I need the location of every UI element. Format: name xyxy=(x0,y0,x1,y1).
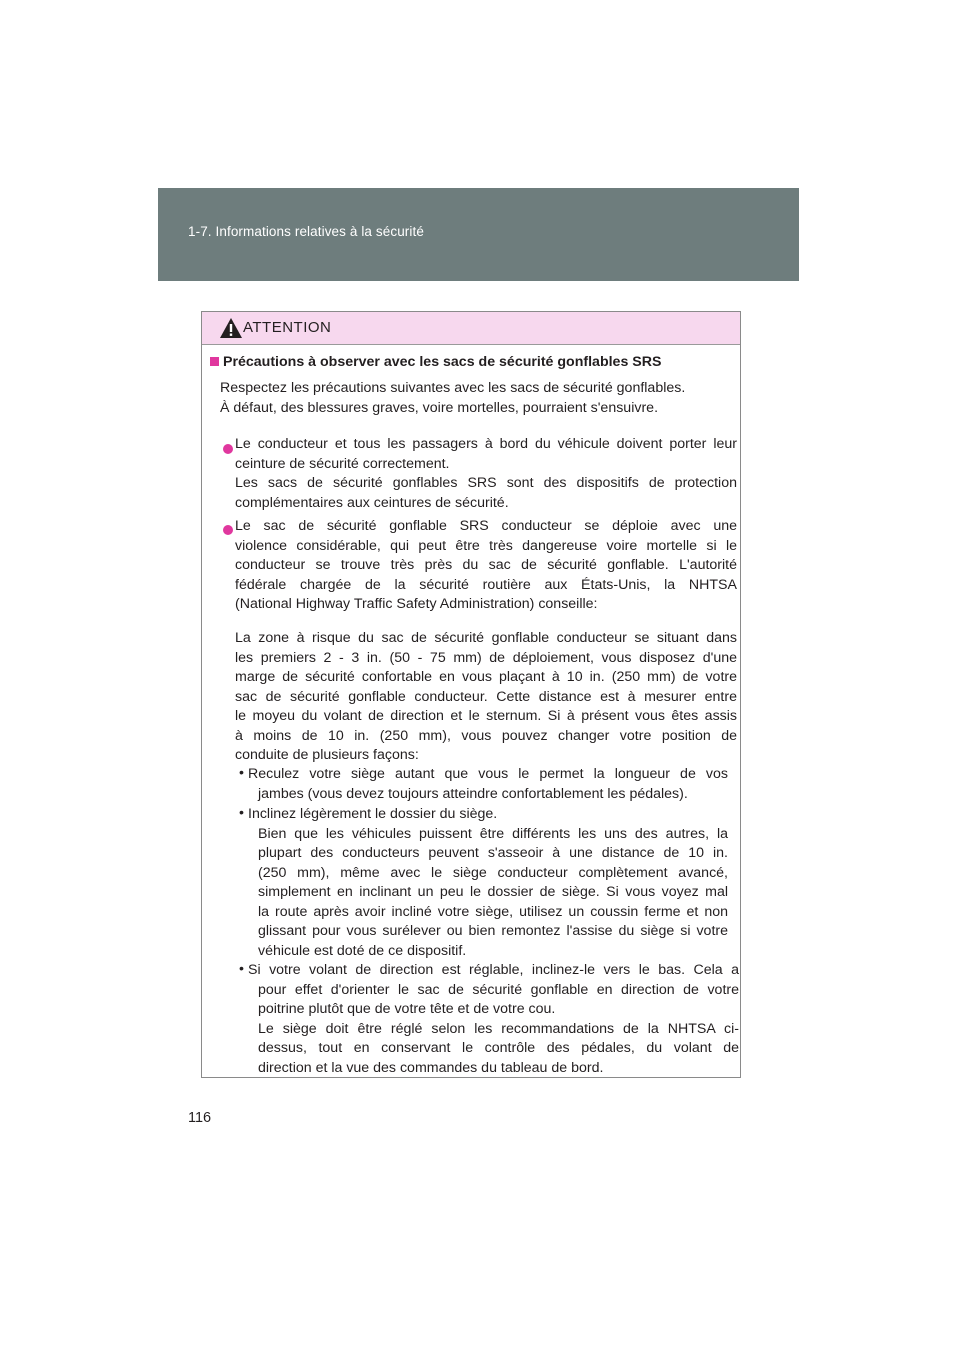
nhtsa-paragraph xyxy=(235,629,737,766)
attention-header xyxy=(202,312,740,345)
text-line: Respectez les précautions suivantes avec les sacs de sécurité gonflables. xyxy=(220,380,686,396)
attention-box xyxy=(201,311,741,1078)
warning-triangle-icon xyxy=(219,317,243,339)
bullet-driver-airbag xyxy=(235,517,737,615)
text-line: dessus, tout en conservant le contrôle des pédales, du volant de xyxy=(258,1040,739,1056)
text-line: la route après avoir incliné votre siège, utilisez un coussin ferme et non xyxy=(258,903,728,920)
round-bullet-icon xyxy=(223,444,233,454)
text-line: le moyeu du volant de direction et le sternum. Si à présent vous êtes assis xyxy=(235,708,737,724)
page-number: 116 xyxy=(188,1110,212,1126)
text-line: Le sac de sécurité gonflable SRS conducteur se déploie avec une xyxy=(235,518,737,534)
text-line: sac de sécurité gonflable conducteur. Cette distance est à mesurer entre xyxy=(235,688,737,705)
heading-text: Précautions à observer avec les sacs de sécurité gonflables SRS xyxy=(223,354,662,370)
text-line: Le conducteur et tous les passagers à bord du véhicule doivent porter leur xyxy=(235,436,737,452)
section-heading xyxy=(210,354,661,370)
text-line: Si votre volant de direction est réglable, inclinez-le vers le bas. Cela a xyxy=(248,962,739,978)
text-line: La zone à risque du sac de sécurité gonflable conducteur se situant dans xyxy=(235,630,737,646)
bullet-marker: • xyxy=(239,805,244,821)
text-line: À défaut, des blessures graves, voire mortelles, pourraient s'ensuivre. xyxy=(220,399,659,416)
sub-bullet-incline xyxy=(248,805,728,961)
text-line: violence considérable, qui peut être très dangereuse voire mortelle si le xyxy=(235,537,737,554)
square-bullet-icon xyxy=(210,357,219,366)
intro-paragraph xyxy=(220,379,740,418)
text-line: simplement en inclinant un peu le dossier de siège. Si vous voyez mal xyxy=(258,884,728,900)
bullet-marker: • xyxy=(239,765,244,781)
text-line: (National Highway Traffic Safety Administration) conseille: xyxy=(235,596,598,612)
text-line: Bien que les véhicules puissent être différents les uns des autres, la xyxy=(258,825,728,842)
sub-bullet-recule xyxy=(248,765,728,804)
text-line: véhicule est doté de ce dispositif. xyxy=(258,942,467,959)
text-line: à moins de 10 in. (250 mm), vous pouvez changer votre position de xyxy=(235,727,737,744)
round-bullet-icon xyxy=(223,525,233,535)
text-line: conduite de plusieurs façons: xyxy=(235,747,419,763)
text-line: ceinture de sécurité correctement. xyxy=(235,455,450,472)
text-line: glissant pour vous surélever ou bien remontez l'assise du siège si votre xyxy=(258,923,728,939)
sub-bullet-steering xyxy=(248,961,739,1078)
text-line: poitrine plutôt que de votre tête et de votre cou. xyxy=(258,1001,556,1017)
text-line: marge de sécurité confortable en vous plaçant à 10 in. (250 mm) de votre xyxy=(235,669,737,685)
section-header-band xyxy=(158,188,799,281)
text-line: direction et la vue des commandes du tableau de bord. xyxy=(258,1059,604,1076)
text-line: les premiers 2 - 3 in. (50 - 75 mm) de déploiement, vous disposez d'une xyxy=(235,649,737,666)
text-line: pour effet d'orienter le sac de sécurité gonflable en direction de votre xyxy=(258,981,739,998)
attention-content xyxy=(202,344,740,1077)
section-title: 1-7. Informations relatives à la sécurité xyxy=(188,224,424,239)
text-line: plupart des conducteurs peuvent s'asseoir à une distance de 10 in. xyxy=(258,845,728,861)
text-line: Reculez votre siège autant que vous le permet la longueur de vos xyxy=(248,766,728,782)
bullet-seatbelt xyxy=(235,435,737,513)
attention-title: ATTENTION xyxy=(243,319,332,336)
text-line: complémentaires aux ceintures de sécurité. xyxy=(235,494,509,511)
text-line: jambes (vous devez toujours atteindre confortablement les pédales). xyxy=(258,785,688,802)
text-line: (250 mm), même avec le siège conducteur complètement avancé, xyxy=(258,864,728,881)
text-line: Les sacs de sécurité gonflables SRS sont des dispositifs de protection xyxy=(235,475,737,491)
text-line: fédérale chargée de la sécurité routière aux États-Unis, la NHTSA xyxy=(235,576,737,593)
text-line: Le siège doit être réglé selon les recommandations de la NHTSA ci- xyxy=(258,1020,739,1037)
text-line: conducteur se trouve très près du sac de sécurité gonflable. L'autorité xyxy=(235,557,737,573)
bullet-marker: • xyxy=(239,961,244,977)
text-line: Inclinez légèrement le dossier du siège. xyxy=(248,806,498,822)
